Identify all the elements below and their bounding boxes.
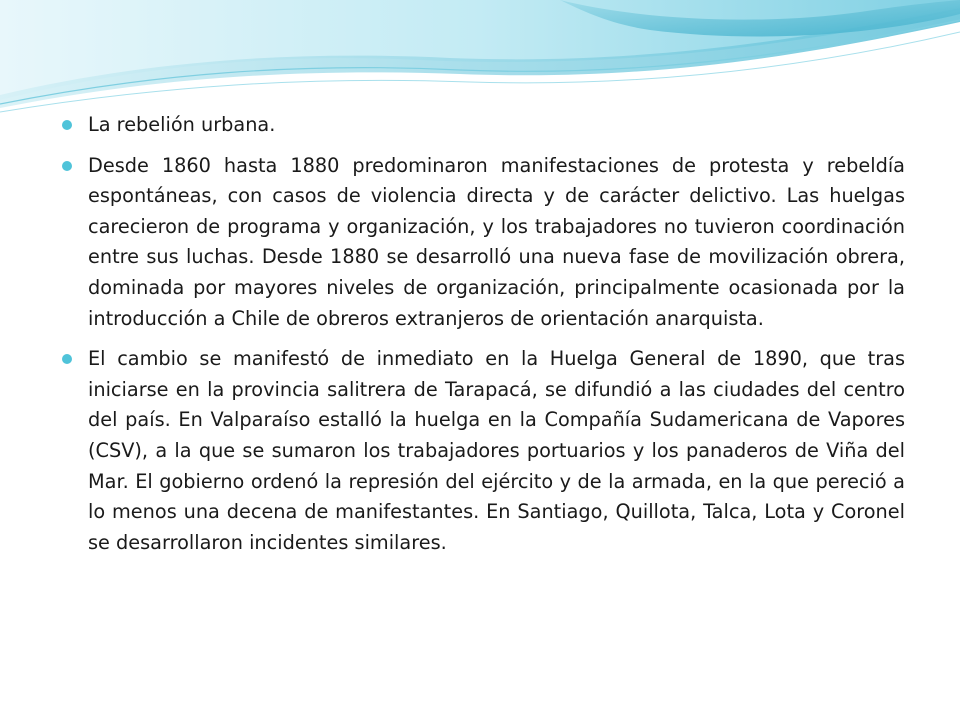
bullet-dot-icon <box>62 354 72 364</box>
bullet-dot-icon <box>62 161 72 171</box>
bullet-item-1890 <box>62 344 905 558</box>
bullet-text: Desde 1860 hasta 1880 predominaron manifestaciones de protesta y rebeldía espontáneas, con casos de violencia directa y de carácter delictivo. Las huelgas carecieron de programa y organización, y los trabajadores no tuvieron coordinación entre sus luchas. Desde 1880 se desarrolló una nueva fase de movilización obrera, dominada por mayores niveles de organización, principalmente ocasionada por la introducción a Chile de obreros extranjeros de orientación anarquista. <box>88 153 905 330</box>
bullet-dot-icon <box>62 120 72 130</box>
bullet-item-title <box>62 110 905 141</box>
bullet-text: El cambio se manifestó de inmediato en la Huelga General de 1890, que tras iniciarse en la provincia salitrera de Tarapacá, se difundió a las ciudades del centro del país. En Valparaíso estalló la huelga en la Compañía Sudamericana de Vapores (CSV), a la que se sumaron los trabajadores portuarios y los panaderos de Viña del Mar. El gobierno ordenó la represión del ejército y de la armada, en la que pereció a lo menos una decena de manifestantes. En Santiago, Quillota, Talca, Lota y Coronel se desarrollaron incidentes similares. <box>88 347 905 554</box>
bullet-item-1860-1880 <box>62 151 905 335</box>
bullet-text: La rebelión urbana. <box>88 113 276 136</box>
bullet-list <box>62 110 905 558</box>
